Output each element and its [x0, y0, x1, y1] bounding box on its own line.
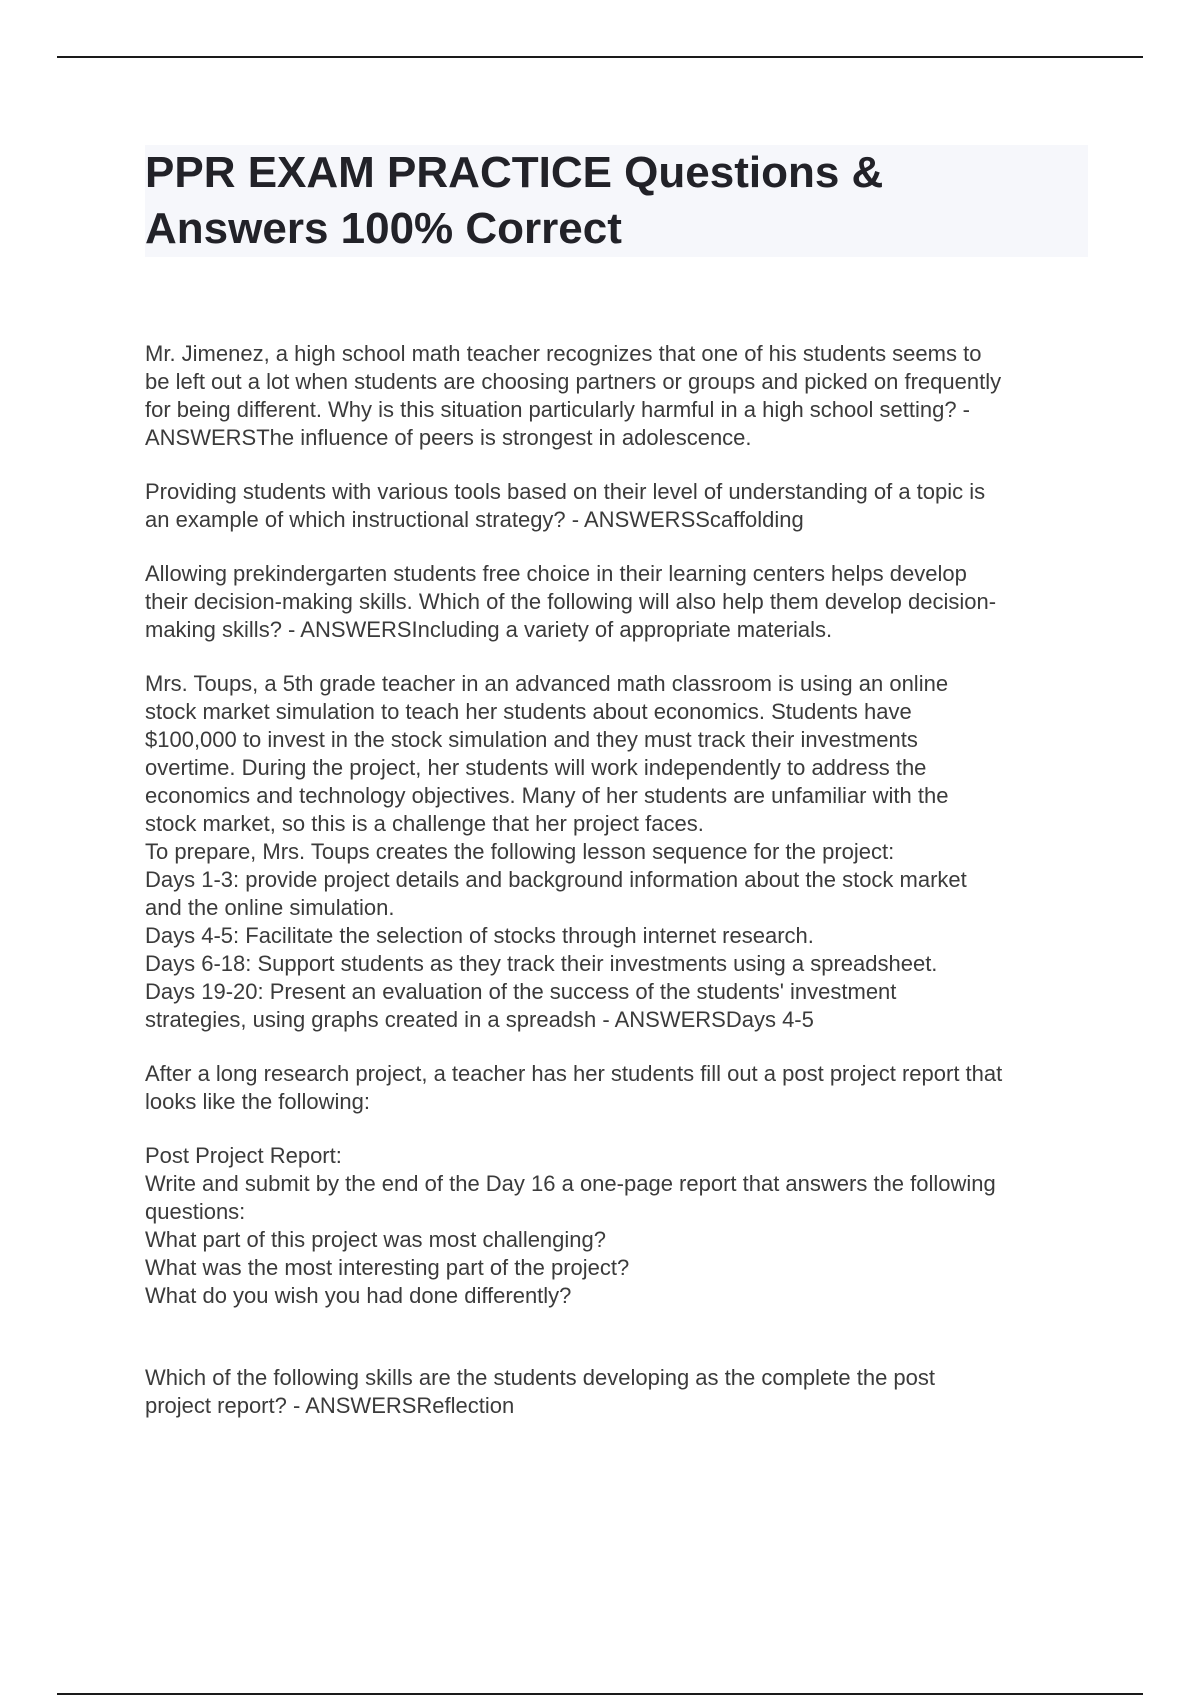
qa-text: Mrs. Toups, a 5th grade teacher in an advanced math classroom is using an online stock market simulation to teach her students about economics. Students have $100,000 to invest in the stock simulation and they must track their investments overtime. During the project, her students will work independently to address the economics and technology objectives. Many of her students are unfamiliar with the stock market, so this is a challenge that her project faces. To prepare, Mrs. Toups creates the following lesson sequence for the project: Days 1-3: provide project details and background information about the stock market and the online simulation. Days 4-5: Facilitate the selection of stocks through internet research. Days 6-18: Support students as they track their investments using a spreadsheet. Days 19-20: Present an evaluation of the success of the students' investment strategies, using graphs created in a spreadsh - ANSWERSDays 4-5 — [145, 671, 967, 1032]
qa-item-toups — [145, 670, 1095, 1034]
title-box — [145, 145, 1088, 257]
qa-item-scaffolding — [145, 478, 1095, 534]
qa-text: Which of the following skills are the students developing as the complete the post project report? - ANSWERSReflection — [145, 1365, 936, 1418]
top-rule — [57, 56, 1143, 58]
qa-text: Post Project Report: Write and submit by the end of the Day 16 a one-page report that answers the following questions: What part of this project was most challenging? What was the most interesting part of the project? What do you wish you had done differently? — [145, 1143, 996, 1308]
qa-text: Allowing prekindergarten students free choice in their learning centers helps develop their decision-making skills. Which of the following will also help them develop decision- making skills? - ANSWERSIncluding a variety of appropriate materials. — [145, 561, 997, 642]
qa-item-reflection — [145, 1364, 1095, 1420]
qa-text: Providing students with various tools based on their level of understanding of a topic is an example of which instructional strategy? - ANSWERSScaffolding — [145, 479, 986, 532]
bottom-rule — [57, 1693, 1143, 1695]
document-body — [145, 340, 1095, 1446]
qa-item-prekindergarten — [145, 560, 1095, 644]
qa-text: Mr. Jimenez, a high school math teacher recognizes that one of his students seems to be left out a lot when students are choosing partners or groups and picked on frequently for being different. Why is this situation particularly harmful in a high school setting? - ANSWERSThe influence of peers is strongest in adolescence. — [145, 341, 1002, 450]
qa-item-post-project-intro — [145, 1060, 1095, 1116]
document-title: PPR EXAM PRACTICE Questions & Answers 100% Correct — [145, 148, 884, 253]
qa-item-jimenez — [145, 340, 1095, 452]
qa-text: After a long research project, a teacher has her students fill out a post project report that looks like the following: — [145, 1061, 1003, 1114]
post-project-report — [145, 1142, 1095, 1310]
